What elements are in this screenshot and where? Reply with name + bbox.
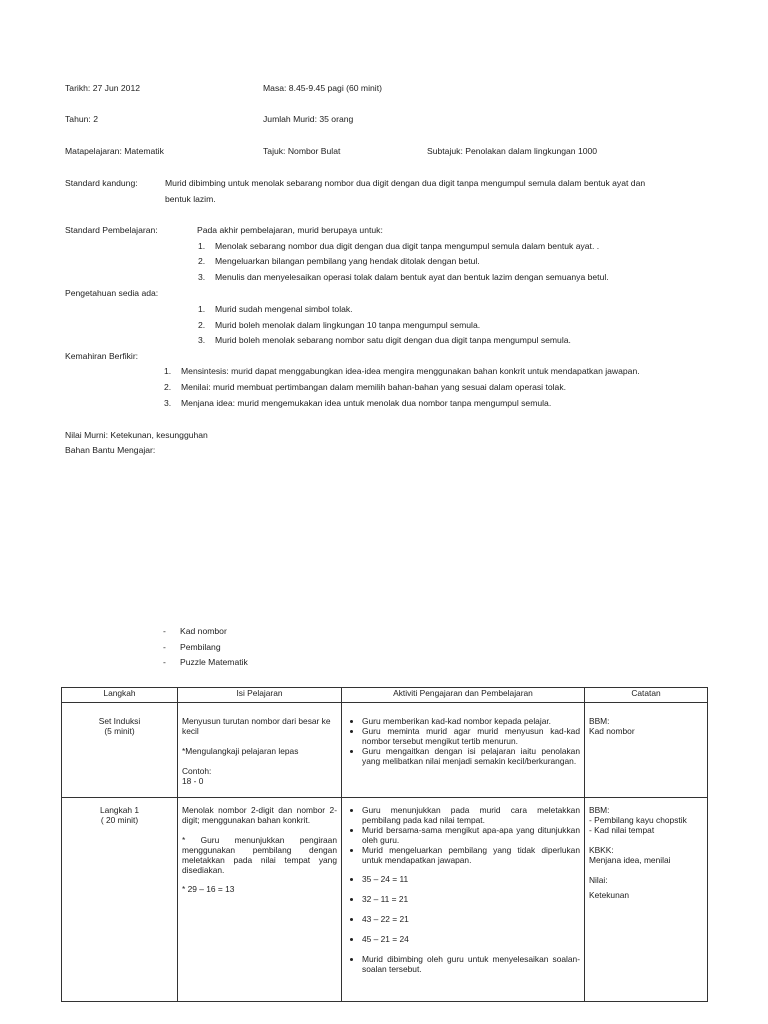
list-item: • Murid dibimbing oleh guru untuk menyelesaikan soalan-soalan tersebut. [362,955,580,975]
list-item: 1. Menolak sebarang nombor dua digit dengan dua digit tanpa mengumpul semula dalam bentuk ayat. . [198,241,600,251]
jumlah-murid-text: Jumlah Murid: 35 orang [263,114,354,124]
aktiviti-cell [342,703,585,798]
standard-pembelajaran-intro: Pada akhir pembelajaran, murid berupaya untuk: [197,225,383,235]
list-item: 1. Mensintesis: murid dapat menggabungkan idea-idea mengira menggunakan bahan konkrit untuk mendapatkan jawapan. [164,366,640,376]
isi-text: * 29 – 16 = 13 [182,884,235,895]
list-item: • Murid bersama-sama mengikut apa-apa yang ditunjukkan oleh guru. [362,826,580,846]
standard-pembelajaran-label: Standard Pembelajaran: [65,225,158,235]
standard-kandung-label: Standard kandung: [65,178,138,188]
list-item: • Guru mengaitkan dengan isi pelajaran iaitu penolakan yang melibatkan nilai menjadi semakin kecil/berkurangan. [362,747,580,767]
isi-text: Contoh: [182,765,212,776]
catatan-text: - Pembilang kayu chopstik [589,814,687,825]
header-isi-pelajaran: Isi Pelajaran [178,688,342,703]
list-item: 2. Mengeluarkan bilangan pembilang yang hendak ditolak dengan betul. [198,256,480,266]
standard-kandung-line2: bentuk lazim. [165,194,216,204]
catatan-text: BBM: [589,805,610,815]
table-row [62,798,708,1002]
equation-item: • 32 – 11 = 21 [362,895,580,905]
langkah-time: (5 minit) [104,725,135,736]
list-item: 3. Menjana idea: murid mengemukakan idea untuk menolak dua nombor tanpa mengumpul semula. [164,398,552,408]
tajuk-text: Tajuk: Nombor Bulat [263,146,341,156]
tarikh-text: Tarikh: 27 Jun 2012 [65,83,141,93]
catatan-text: BBM: [589,716,610,726]
equation-item: • 45 – 21 = 24 [362,935,580,945]
langkah-cell [62,798,178,1002]
lesson-plan-table [61,687,708,1002]
table-row [62,703,708,798]
masa-text: Masa: 8.45-9.45 pagi (60 minit) [263,83,382,93]
list-item: - Kad nombor [163,626,227,636]
standard-kandung-line1: Murid dibimbing untuk menolak sebarang nombor dua digit dengan dua digit tanpa mengumpul semula dalam bentuk ayat dan [165,178,646,188]
list-item: • Guru memberikan kad-kad nombor kepada pelajar. [362,717,580,727]
catatan-text: Menjana idea, menilai [589,854,671,865]
tahun-text: Tahun: 2 [65,114,98,124]
langkah-title: Langkah 1 [99,805,140,815]
pengetahuan-label: Pengetahuan sedia ada: [65,288,159,298]
catatan-text: Kad nombor [589,725,635,736]
isi-text: Menolak nombor 2-digit dan nombor 2-digit; menggunakan bahan konkrit. [182,805,337,825]
list-item: - Pembilang [163,642,221,652]
list-item: • Guru meminta murid agar murid menyusun kad-kad nombor tersebut mengikut tertib menurun. [362,727,580,747]
header-aktiviti: Aktiviti Pengajaran dan Pembelajaran [342,688,585,703]
bahan-bantu-label: Bahan Bantu Mengajar: [65,445,156,455]
matapelajaran-text: Matapelajaran: Matematik [65,146,164,156]
isi-cell [178,798,342,1002]
isi-text: * Guru menunjukkan pengiraan menggunakan pembilang dengan meletakkan pada nilai tempat yang disediakan. [182,834,337,875]
header-langkah: Langkah [62,688,178,703]
aktiviti-cell [342,798,585,1002]
isi-text: 18 - 0 [182,775,204,786]
list-item: 2. Murid boleh menolak dalam lingkungan 10 tanpa mengumpul semula. [198,320,481,330]
list-item: 2. Menilai: murid membuat pertimbangan dalam memilih bahan-bahan yang sesuai dalam operasi tolak. [164,382,567,392]
table-header-row [62,688,708,703]
subtajuk-text: Subtajuk: Penolakan dalam lingkungan 1000 [427,146,598,156]
catatan-text: KBKK: [589,844,614,855]
catatan-text: Nilai: [589,874,608,885]
langkah-cell [62,703,178,798]
list-item: 1. Murid sudah mengenal simbol tolak. [198,304,353,314]
catatan-text: Ketekunan [589,890,630,901]
catatan-cell [585,798,708,1002]
isi-text: *Mengulangkaji pelajaran lepas [182,745,299,756]
list-item: 3. Menulis dan menyelesaikan operasi tolak dalam bentuk ayat dan bentuk lazim dengan semuanya betul. [198,272,609,282]
list-item: • Guru menunjukkan pada murid cara meletakkan pembilang pada kad nilai tempat. [362,806,580,826]
catatan-text: - Kad nilai tempat [589,824,655,835]
header-catatan: Catatan [585,688,708,703]
langkah-title: Set Induksi [98,716,141,726]
equation-item: • 35 – 24 = 11 [362,875,580,885]
list-item: - Puzzle Matematik [163,657,248,667]
list-item: 3. Murid boleh menolak sebarang nombor satu digit dengan dua digit tanpa mengumpul semula. [198,335,571,345]
catatan-cell [585,703,708,798]
langkah-time: ( 20 minit) [100,814,139,825]
list-item: • Murid mengeluarkan pembilang yang tidak diperlukan untuk mendapatkan jawapan. [362,846,580,866]
isi-cell [178,703,342,798]
nilai-murni-text: Nilai Murni: Ketekunan, kesungguhan [65,430,208,440]
isi-text: Menyusun turutan nombor dari besar ke kecil [182,716,331,736]
kemahiran-label: Kemahiran Berfikir: [65,351,139,361]
equation-item: • 43 – 22 = 21 [362,915,580,925]
